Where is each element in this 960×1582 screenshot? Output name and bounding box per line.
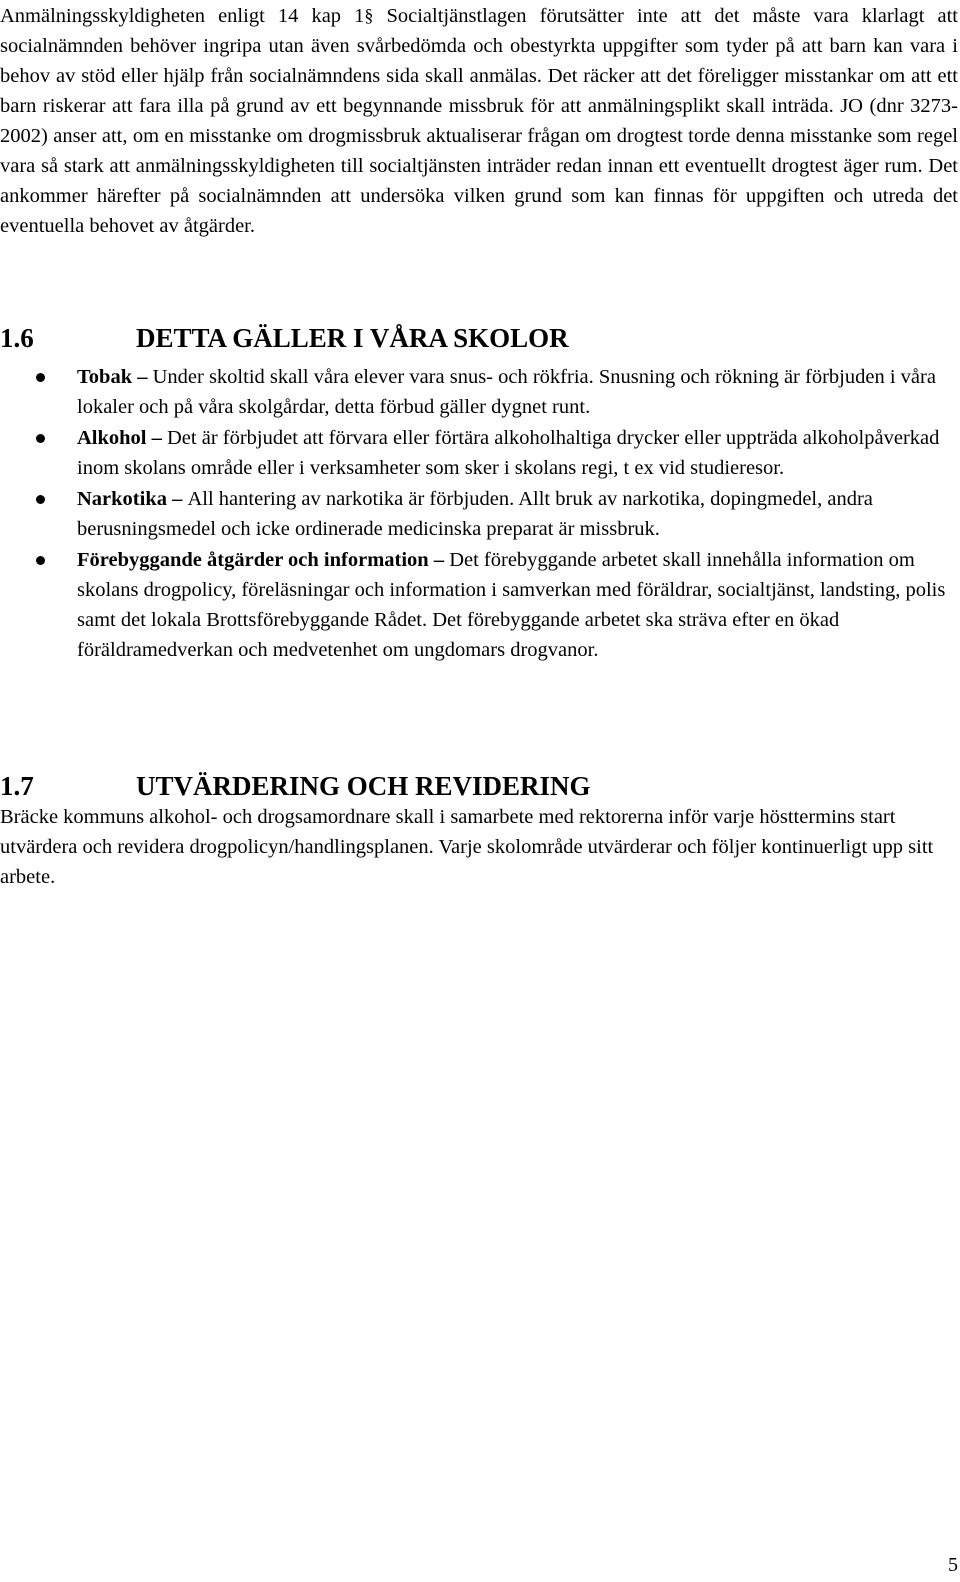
section-title: DETTA GÄLLER I VÅRA SKOLOR xyxy=(136,323,569,353)
item-text: All hantering av narkotika är förbjuden. Allt bruk av narkotika, dopingmedel, andra berusningsmedel och icke ordinerade medicinska preparat är missbruk. xyxy=(77,488,873,540)
evaluation-paragraph: Bräcke kommuns alkohol- och drogsamordnare skall i samarbete med rektorerna inför varje hösttermins start utvärdera och revidera drogpolicyn/handlingsplanen. Varje skolområde utvärderar och följer kontinuerligt upp sitt arbete. xyxy=(0,806,934,888)
page-number: 5 xyxy=(948,1554,958,1576)
bullet-icon xyxy=(36,495,45,504)
list-item-forebyggande xyxy=(0,545,958,665)
section-heading-1-7 xyxy=(0,769,958,803)
bullet-icon xyxy=(36,434,45,443)
item-term: Förebyggande åtgärder och information xyxy=(77,549,429,571)
bullet-icon xyxy=(36,556,45,565)
section-sign: § xyxy=(364,5,374,25)
section-title: UTVÄRDERING OCH REVIDERING xyxy=(136,771,591,801)
item-text: Det är förbjudet att förvara eller förtära alkoholhaltiga drycker eller uppträda alkoholpåverkad inom skolans område eller i verksamheter som sker i skolans regi, t ex vid studieresor. xyxy=(77,427,940,479)
item-dash: – xyxy=(166,488,188,510)
item-term: Alkohol xyxy=(77,427,147,449)
intro-paragraph xyxy=(0,0,958,241)
item-text: Det förebyggande arbetet skall innehålla information om skolans drogpolicy, föreläsningar och information i samverkan med föräldrar, socialtjänst, landsting, polis samt det lokala Brottsförebyggande Rådet. Det förebyggande arbetet ska sträva efter en ökad föräldramedverkan och medvetenhet om ungdomars drogvanor. xyxy=(77,549,946,661)
rules-list xyxy=(0,362,958,665)
item-dash: – xyxy=(428,549,450,571)
item-dash: – xyxy=(132,366,153,388)
item-text: Under skoltid skall våra elever vara snus- och rökfria. Snusning och rökning är förbjuden i våra lokaler och på våra skolgårdar, detta förbud gäller dygnet runt. xyxy=(77,366,936,418)
item-dash: – xyxy=(146,427,167,449)
intro-text-part1: Anmälningsskyldigheten enligt 14 kap 1 xyxy=(0,5,365,27)
section-number: 1.7 xyxy=(0,771,34,801)
item-term: Narkotika xyxy=(77,488,167,510)
item-term: Tobak xyxy=(77,366,133,388)
intro-text-part2: Socialtjänstlagen förutsätter inte att det måste vara klarlagt att socialnämnden behöver ingripa utan även svårbedömda och obestyrkta uppgifter som tyder på att barn kan vara i behov av stöd eller hjälp från socialnämndens sida skall anmälas. Det räcker att det föreligger misstankar om att ett barn riskerar att fara illa på grund av ett begynnande missbruk för att anmälningsplikt skall inträda. JO (dnr 3273-2002) anser att, om en misstanke om drogmissbruk aktualiserar frågan om drogtest torde denna misstanke som regel vara så stark att anmälningsskyldigheten till socialtjänsten inträder redan innan ett eventuellt drogtest äger rum. Det ankommer härefter på socialnämnden att undersöka vilken grund som kan finnas för uppgiften och utreda det eventuella behovet av åtgärder. xyxy=(0,5,958,237)
list-item-narkotika xyxy=(0,484,958,544)
section-number: 1.6 xyxy=(0,323,34,353)
list-item-alkohol xyxy=(0,423,958,483)
bullet-icon xyxy=(36,373,45,382)
list-item-tobak xyxy=(0,362,958,422)
section-heading-1-6 xyxy=(0,321,958,355)
